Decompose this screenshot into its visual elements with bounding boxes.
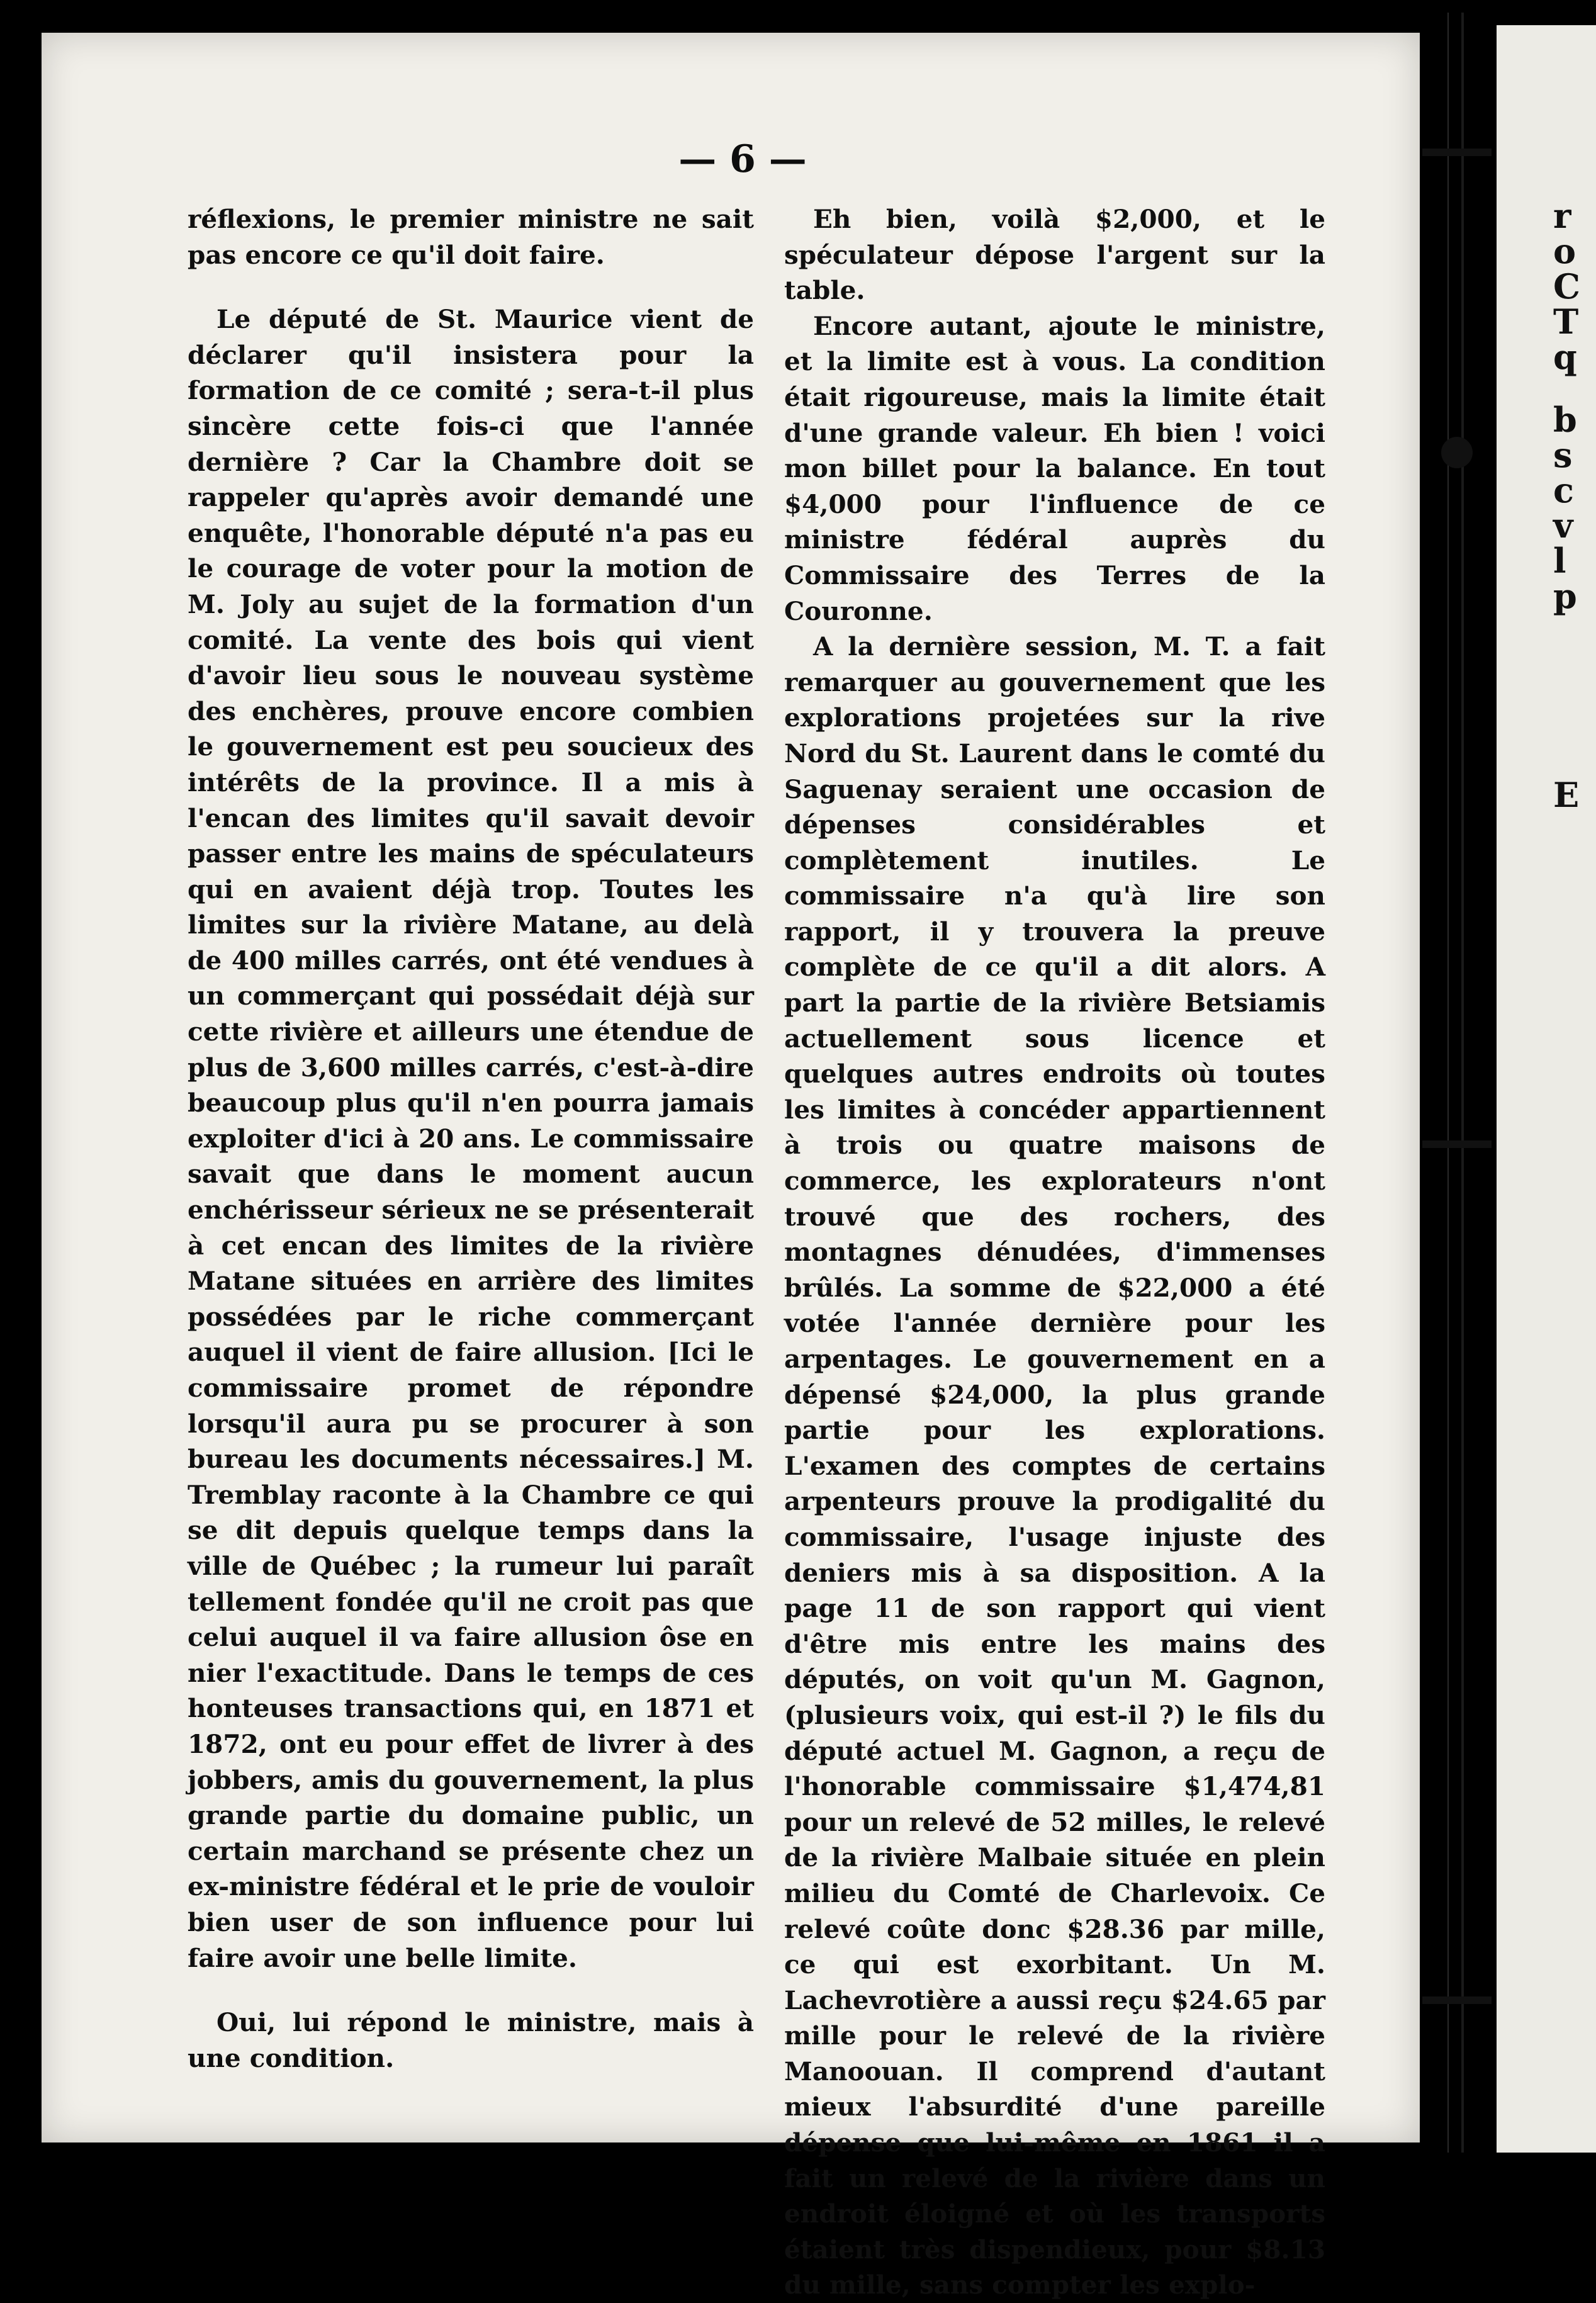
paragraph: Le député de St. Maurice vient de déclarer qu'il insistera pour la formation de ce comité ; sera-t-il plus sincère cette fois-ci que l'année dernière ? Car la Chambre doit se rappeler qu'après avoir demandé une enquête, l'honorable député n'a pas eu le courage de voter pour la motion de M. Joly au sujet de la formation d'un comité. La vente des bois qui vient d'avoir lieu sous le nouveau système des enchères, prouve encore combien le gouvernement est peu soucieux des intérêts de la province. Il a mis à l'encan des limites qu'il savait devoir passer entre les mains de spéculateurs qui en avaient déjà trop. Toutes les limites sur la rivière Matane, au delà de 400 milles carrés, ont été vendues à un commerçant qui possédait déjà sur cette rivière et ailleurs une étendue de plus de 3,600 milles carrés, c'est-à-dire beaucoup plus qu'il n'en pourra jamais exploiter d'ici à 20 ans. Le commissaire savait que dans le moment aucun enchérisseur sérieux ne se présenterait à cet encan des limites de la rivière Matane situées en arrière des limites possédées par le riche commerçant auquel il vient de faire allusion. [Ici le commissaire promet de répondre lorsqu'il aura pu se procurer à son bureau les documents nécessaires.] M. Tremblay raconte à la Chambre ce qui se dit depuis quelque temps dans la ville de Québec ; la rumeur lui paraît tellement fondée qu'il ne croit pas que celui auquel il va faire allusion ôse en nier l'exactitude. Dans le temps de ces honteuses transactions qui, en 1871 et 1872, ont eu pour effet de livrer à des jobbers, amis du gouvernement, la plus grande partie du domaine public, un certain marchand se présente chez un ex-ministre fédéral et le prie de vouloir bien user de son influence pour lui faire avoir une belle limite. [188, 304, 754, 1973]
edge-letter: c [1553, 470, 1574, 510]
edge-letter: v [1553, 505, 1573, 546]
binding-fold [1447, 13, 1449, 2153]
binding-stitch [1422, 149, 1492, 156]
edge-letter: l [1553, 541, 1566, 581]
edge-letter: b [1553, 400, 1577, 440]
edge-letter: r [1553, 196, 1571, 236]
paragraph: Encore autant, ajoute le ministre, et la limite est à vous. La condition était rigoureuse, mais la limite était d'une grande valeur. Eh bien ! voici mon billet pour la balance. En tout $4,000 pour l'influence de ce ministre fédéral auprès du Commissaire des Terres de la Couronne. [784, 310, 1325, 626]
edge-letter: q [1553, 337, 1577, 377]
edge-letter: o [1553, 231, 1576, 271]
paragraph: réflexions, le premier ministre ne sait pas encore ce qu'il doit faire. [188, 204, 754, 270]
edge-letter: C [1553, 266, 1580, 307]
binding-thread [1461, 13, 1464, 2153]
paragraph: Eh bien, voilà $2,000, et le spéculateur dépose l'argent sur la table. [784, 204, 1325, 306]
edge-letter: s [1553, 435, 1573, 475]
binding-stitch [1422, 1140, 1492, 1148]
adjacent-page-edge [1497, 25, 1596, 2153]
binding-stitch [1422, 1996, 1492, 2004]
edge-letter: p [1553, 576, 1577, 616]
right-text-column [784, 201, 1325, 2303]
edge-letter: T [1553, 301, 1579, 342]
paragraph: A la dernière session, M. T. a fait remarquer au gouvernement que les explorations projetées sur la rive Nord du St. Laurent dans le comté du Saguenay seraient une occasion de dépenses considérables et complètement inutiles. Le commissaire n'a qu'à lire son rapport, il y trouvera la preuve complète de ce qu'il a dit alors. A part la partie de la rivière Betsiamis actuellement sous licence et quelques autres endroits où toutes les limites à concéder appartiennent à trois ou quatre maisons de commerce, les explorateurs n'ont trouvé que des rochers, des montagnes dénudées, d'immenses brûlés. La somme de $22,000 a été votée l'année dernière pour les arpentages. Le gouvernement en a dépensé $24,000, la plus grande partie pour les explorations. L'examen des comptes de certains arpenteurs prouve la prodigalité du commissaire, l'usage injuste des deniers mis à sa disposition. A la page 11 de son rapport qui vient d'être mis entre les mains des députés, on voit qu'un M. Gagnon, (plusieurs voix, qui est-il ?) le fils du député actuel M. Gagnon, a reçu de l'honorable commissaire $1,474,81 pour un relevé de 52 milles, le relevé de la rivière Malbaie située en plein milieu du Comté de Charlevoix. Ce relevé coûte donc $28.36 par mille, ce qui est exorbitant. Un M. Lachevrotière a aussi reçu $24.65 par mille pour le relevé de la rivière Manoouan. Il comprend d'autant mieux l'absurdité d'une pareille dépense que lui-même en 1861 il a fait un relevé de la rivière dans un endroit éloigné et où les transports étaient très dispendieux, pour $8.13 du mille, sans compter les explo- [784, 631, 1325, 2300]
edge-letter: E [1553, 775, 1580, 815]
page-number: — 6 — [678, 137, 807, 181]
left-text-column [188, 201, 754, 2076]
binding-knot [1441, 437, 1473, 468]
paragraph: Oui, lui répond le ministre, mais à une condition. [188, 2007, 754, 2073]
